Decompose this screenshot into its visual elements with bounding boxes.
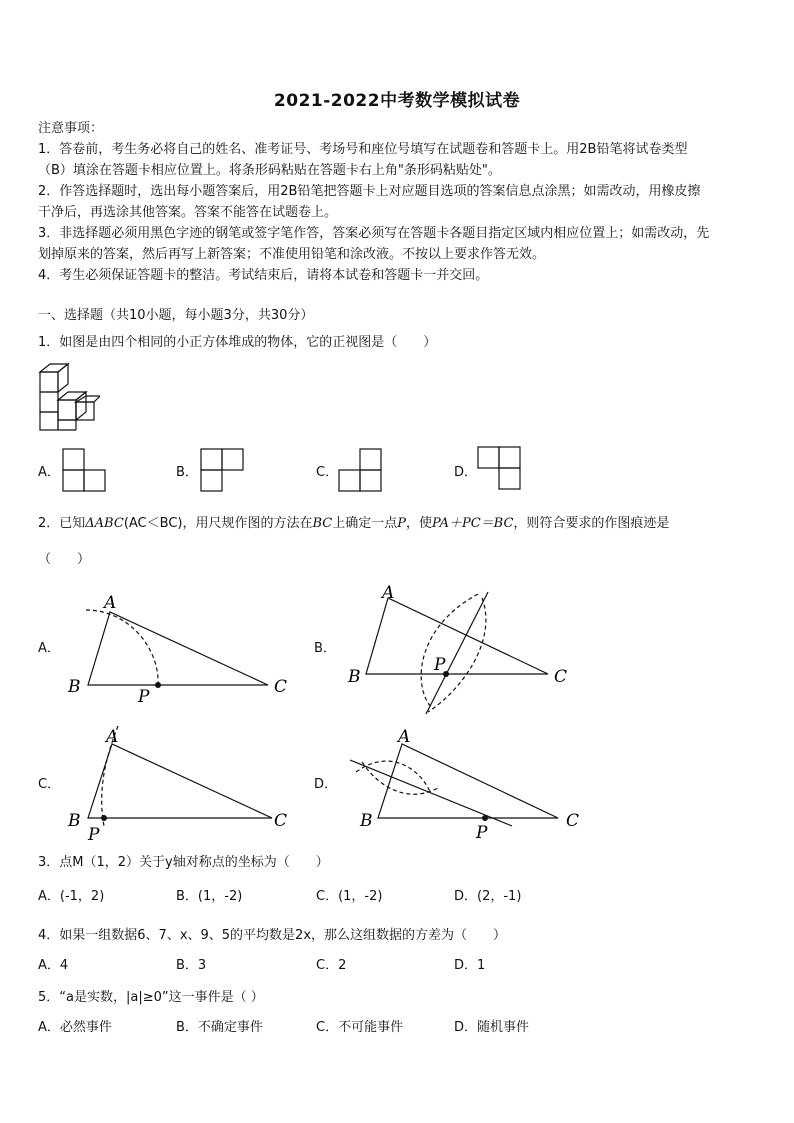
q3-option-c[interactable]: C．(1，-2) (316, 889, 383, 904)
q2d-label-b: B (360, 811, 373, 831)
q2b-label-p: P (434, 655, 446, 675)
q4-stem: 4．如果一组数据6、7、x、9、5的平均数是2x，那么这组数据的方差为（ ） (38, 928, 507, 943)
q1-option-b-figure (200, 448, 244, 492)
q2d-label-c: C (566, 811, 580, 831)
notice-line-5: 3．非选择题必须用黑色字迹的钢笔或签字笔作答，答案必须写在答题卡各题目指定区域内相应位置上；如需改动，先 (38, 226, 710, 241)
q2b-label-c: C (554, 667, 568, 687)
notice-line-4: 干净后，再选涂其他答案。答案不能答在试题卷上。 (38, 205, 338, 220)
q1-option-c-figure (338, 448, 382, 492)
q1-option-b[interactable]: B． (176, 465, 198, 480)
q2b-label-b: B (348, 667, 361, 687)
q2-option-b-figure (342, 580, 582, 718)
q5-option-d[interactable]: D．随机事件 (454, 1020, 530, 1035)
q4-option-b[interactable]: B．3 (176, 958, 207, 973)
q5-stem: 5．“a是实数，|a|≥0”这一事件是（ ） (38, 990, 264, 1005)
q2c-label-a: A (106, 727, 119, 747)
notice-heading: 注意事项： (38, 121, 104, 136)
q1-option-d-figure (477, 446, 521, 490)
q2b-label-a: A (382, 583, 395, 603)
q4-option-c[interactable]: C．2 (316, 958, 347, 973)
q2d-label-a: A (398, 727, 411, 747)
notice-line-2: （B）填涂在答题卡相应位置上。将条形码粘贴在答题卡右上角"条形码粘贴处"。 (38, 163, 501, 178)
q1-option-c[interactable]: C． (316, 465, 339, 480)
q2-option-a[interactable]: A． (38, 641, 60, 656)
q2-option-d-figure (342, 722, 592, 844)
q3-option-a[interactable]: A．(-1，2) (38, 889, 105, 904)
q2c-label-c: C (274, 811, 288, 831)
q2-option-c[interactable]: C． (38, 777, 61, 792)
q2c-label-b: B (68, 811, 81, 831)
q2a-label-c: C (274, 677, 288, 697)
section-heading: 一、选择题（共10小题，每小题3分，共30分） (38, 308, 314, 323)
q4-option-a[interactable]: A．4 (38, 958, 69, 973)
page-title: 2021-2022中考数学模拟试卷 (273, 91, 521, 111)
q2-option-c-figure (60, 722, 300, 844)
q2-option-b[interactable]: B． (314, 641, 336, 656)
notice-line-6: 划掉原来的答案，然后再写上新答案；不准使用铅笔和涂改液。不按以上要求作答无效。 (38, 247, 546, 262)
q2d-label-p: P (476, 823, 488, 843)
notice-line-3: 2．作答选择题时，选出每小题答案后，用2B铅笔把答题卡上对应题目选项的答案信息点涂黑；如需改动，用橡皮擦 (38, 184, 701, 199)
notice-line-1: 1．答卷前，考生务必将自己的姓名、准考证号、考场号和座位号填写在试题卷和答题卡上。用2B铅笔将试卷类型 (38, 142, 688, 157)
q2-option-a-figure (60, 590, 300, 708)
q2a-label-b: B (68, 677, 81, 697)
q3-stem: 3．点M（1，2）关于y轴对称点的坐标为（ ） (38, 855, 329, 870)
q2-option-d[interactable]: D． (314, 777, 338, 792)
q1-stem: 1．如图是由四个相同的小正方体堆成的物体，它的正视图是（ ） (38, 335, 437, 350)
q2-answer-paren: （ ） (38, 552, 91, 567)
q5-option-b[interactable]: B．不确定事件 (176, 1020, 263, 1035)
q2-stem: 2．已知ΔABC(AC＜BC)，用尺规作图的方法在BC上确定一点P，使PA＋PC＝BC，则符合要求的作图痕迹是 (38, 516, 670, 531)
q1-option-a[interactable]: A． (38, 465, 60, 480)
q2a-label-p: P (138, 687, 150, 707)
q4-option-d[interactable]: D．1 (454, 958, 486, 973)
q1-option-d[interactable]: D． (454, 465, 478, 480)
q5-option-c[interactable]: C．不可能事件 (316, 1020, 404, 1035)
q2a-label-a: A (104, 593, 117, 613)
q1-cube-figure (36, 362, 100, 432)
q3-option-b[interactable]: B．(1，-2) (176, 889, 243, 904)
q5-option-a[interactable]: A．必然事件 (38, 1020, 112, 1035)
notice-line-7: 4．考生必须保证答题卡的整洁。考试结束后，请将本试卷和答题卡一并交回。 (38, 268, 489, 283)
q3-option-d[interactable]: D．(2，-1) (454, 889, 522, 904)
q1-option-a-figure (62, 448, 106, 492)
q2c-label-p: P (88, 825, 100, 844)
